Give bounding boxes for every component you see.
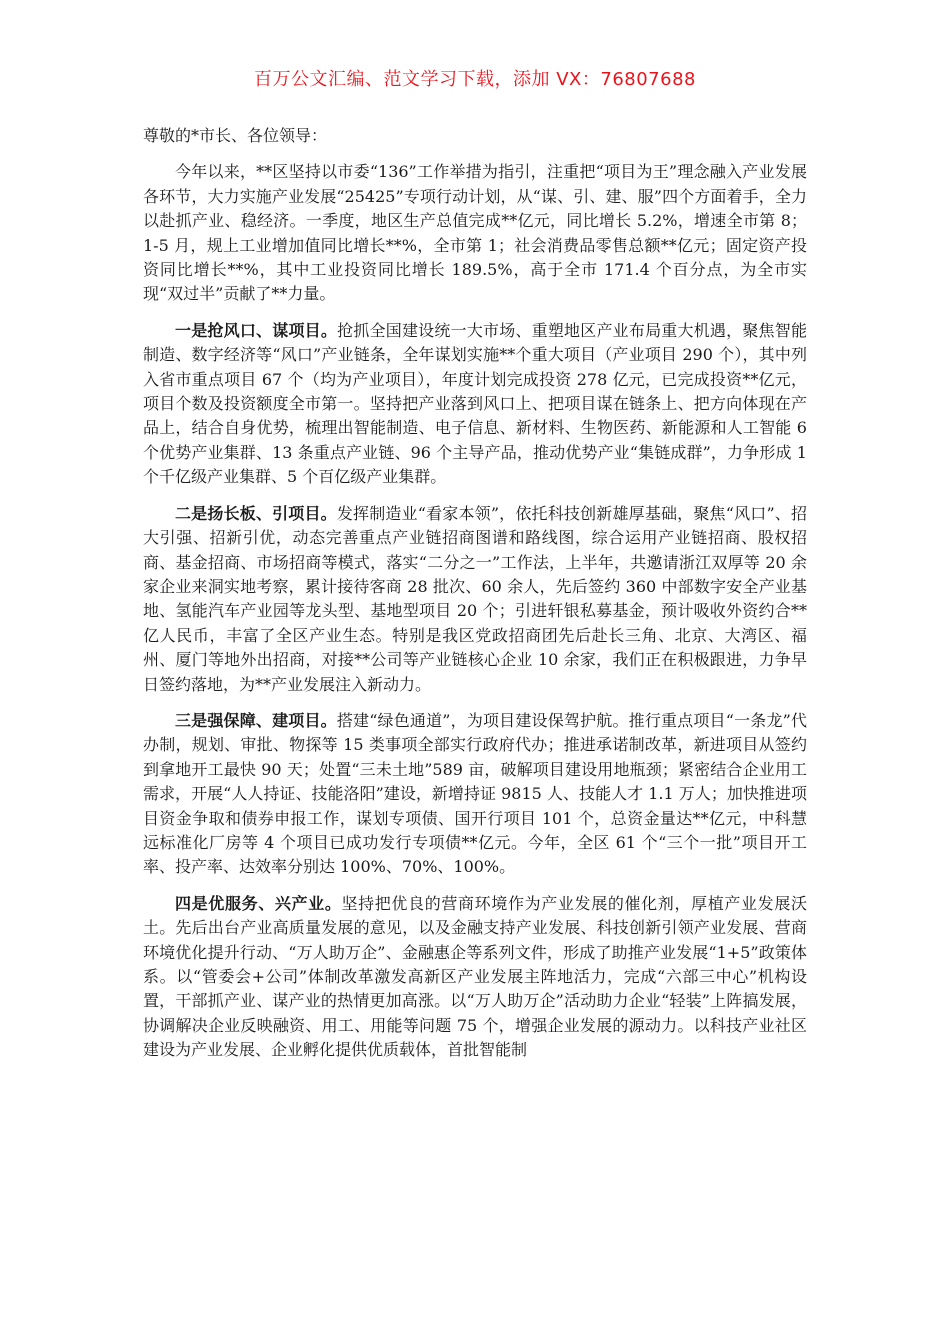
- intro-paragraph: 今年以来，**区坚持以市委“136”工作举措为指引，注重把“项目为王”理念融入产业发展各环节，大力实施产业发展“25425”专项行动计划，从“谋、引、建、服”四个方面着手，全力以赴抓产业、稳经济。一季度，地区生产总值完成**亿元，同比增长 5.2%，增速全市第 8；1-5 月，规上工业增加值同比增长**%，全市第 1；社会消费品零售总额**亿元；固定资产投资同比增长**%，其中工业投资同比增长 189.5%，高于全市 171.4 个百分点，为全市实现“双过半”贡献了**力量。: [143, 162, 807, 304]
- section-heading-4: 四是优服务、兴产业。: [175, 893, 342, 913]
- section-paragraph-2: [143, 502, 807, 697]
- section-paragraph-3: [143, 709, 807, 880]
- salutation: 尊敬的*市长、各位领导：: [143, 126, 328, 145]
- section-paragraph-1: [143, 319, 807, 490]
- section-heading-3: 三是强保障、建项目。: [175, 710, 337, 730]
- section-body-3: 搭建“绿色通道”，为项目建设保驾护航。推行重点项目“一条龙”代办制，规划、审批、物探等 15 类事项全部实行政府代办；推进承诺制改革，新进项目从签约到拿地开工最快 90 天；处置“三未土地”589 亩，破解项目建设用地瓶颈；紧密结合企业用工需求，开展“人人持证、技能洛阳”建设，新增持证 9815 人、技能人才 1.1 万人；加快推进项目资金争取和债券申报工作，谋划专项债、国开行项目 101 个，总资金量达**亿元，中科慧远标准化厂房等 4 个项目已成功发行专项债**亿元。今年，全区 61 个“三个一批”项目开工率、投产率、达效率分别达 100%、70%、100%。: [143, 710, 807, 877]
- section-body-1: 抢抓全国建设统一大市场、重塑地区产业布局重大机遇，聚焦智能制造、数字经济等“风口”产业链条，全年谋划实施**个重大项目（产业项目 290 个），其中列入省市重点项目 67 个（均为产业项目），年度计划完成投资 278 亿元，已完成投资**亿元，项目个数及投资额度全市第一。坚持把产业落到风口上、把项目谋在链条上、把方向体现在产品上，结合自身优势，梳理出智能制造、电子信息、新材料、生物医药、新能源和人工智能 6 个优势产业集群、13 条重点产业链、96 个主导产品，推动优势产业“集链成群”，力争形成 1 个千亿级产业集群、5 个百亿级产业集群。: [143, 320, 807, 487]
- download-banner: 百万公文汇编、范文学习下载，添加 VX：76807688: [254, 69, 696, 90]
- section-paragraph-4: [143, 892, 807, 1063]
- section-body-4: 坚持把优良的营商环境作为产业发展的催化剂，厚植产业发展沃土。先后出台产业高质量发展的意见，以及金融支持产业发展、科技创新引领产业发展、营商环境优化提升行动、“万人助万企”、金融惠企等系列文件，形成了助推产业发展“1+5”政策体系。以“管委会+公司”体制改革激发高新区产业发展主阵地活力，完成“六部三中心”机构设置，干部抓产业、谋产业的热情更加高涨。以“万人助万企”活动助力企业“轻装”上阵搞发展，协调解决企业反映融资、用工、用能等问题 75 个，增强企业发展的源动力。以科技产业社区建设为产业发展、企业孵化提供优质载体，首批智能制: [143, 893, 807, 1060]
- document-body: [143, 124, 807, 1075]
- section-body-2: 发挥制造业“看家本领”，依托科技创新雄厚基础，聚焦“风口”、招大引强、招新引优，动态完善重点产业链招商图谱和路线图，综合运用产业链招商、股权招商、基金招商、市场招商等模式，落实“二分之一”工作法，上半年，共邀请浙江双厚等 20 余家企业来洞实地考察，累计接待客商 28 批次、60 余人，先后签约 360 中部数字安全产业基地、氢能汽车产业园等龙头型、基地型项目 20 个；引进轩银私募基金，预计吸收外资约合**亿人民币，丰富了全区产业生态。特别是我区党政招商团先后赴长三角、北京、大湾区、福州、厦门等地外出招商，对接**公司等产业链核心企业 10 余家，我们正在积极跟进，力争早日签约落地，为**产业发展注入新动力。: [143, 503, 807, 694]
- section-heading-1: 一是抢风口、谋项目。: [175, 320, 338, 340]
- section-heading-2: 二是扬长板、引项目。: [175, 503, 337, 523]
